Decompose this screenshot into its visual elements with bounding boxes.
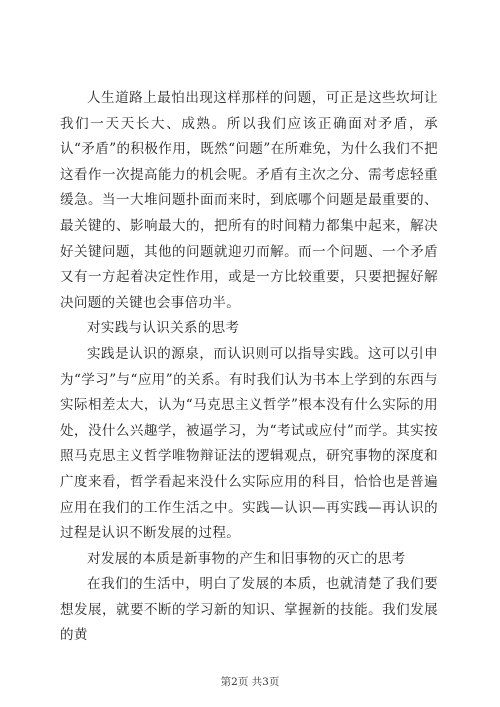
paragraph-development: 在我们的生活中，明白了发展的本质，也就清楚了我们要想发展，就要不断的学习新的知识、掌握新的技能。我们发展的黄 <box>60 576 438 644</box>
page-number-footer: 第2页 共3页 <box>220 676 280 688</box>
paragraph-problems: 人生道路上最怕出现这样那样的问题，可正是这些坎坷让我们一天天长大、成熟。所以我们应该正确面对矛盾，承认“矛盾”的积极作用，既然“问题”在所难免，为什么我们不把这看作一次提高能力的机会呢。矛盾有主次之分、需考虑轻重缓急。当一大堆问题扑面而来时，到底哪个问题是最重要的、最关键的、影响最大的，把所有的时间精力都集中起来，解决好关键问题，其他的问题就迎刃而解。而一个问题、一个矛盾又有一方起着决定性作用，或是一方比较重要，只要把握好解决问题的关键也会事倍功半。 <box>60 90 438 311</box>
heading-practice-cognition: 对实践与认识关系的思考 <box>87 320 240 337</box>
document-body <box>60 86 438 649</box>
paragraph-practice: 实践是认识的源泉，而认识则可以指导实践。这可以引申为“学习”与“应用”的关系。有时我们认为书本上学到的东西与实际相差太大，认为“马克思主义哲学”根本没有什么实际的用处，没什么兴趣学，被逼学习，为“考试或应付”而学。其实按照马克思主义哲学唯物辩证法的逻辑观点，研究事物的深度和广度来看，哲学看起来没什么实际应用的科目，恰恰也是普遍应用在我们的工作生活之中。实践—认识—再实践—再认识的过程是认识不断发展的过程。 <box>60 345 438 542</box>
heading-development: 对发展的本质是新事物的产生和旧事物的灭亡的思考 <box>87 550 406 567</box>
